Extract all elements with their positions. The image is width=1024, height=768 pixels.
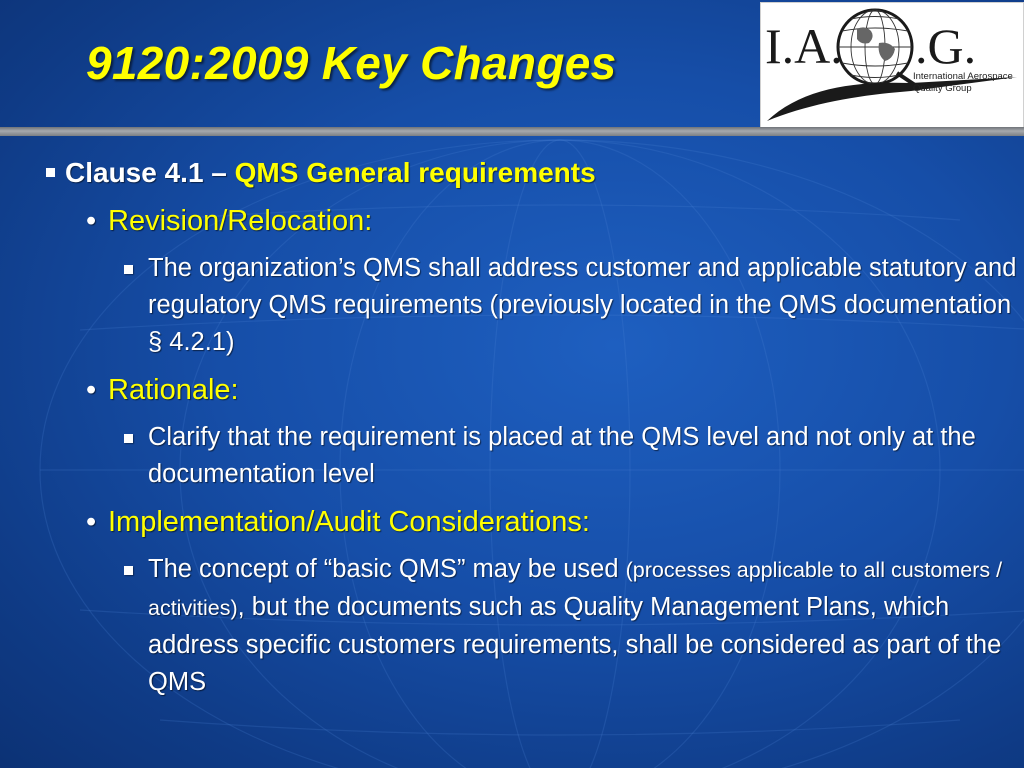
bullet-square-icon <box>124 434 133 443</box>
slide-title: 9120:2009 Key Changes <box>86 37 617 89</box>
item-text <box>148 551 1019 701</box>
item-text-b: , but the documents such as Quality Management Plans, which address specific customers requirements, shall be considered as part of the QMS <box>148 593 1002 696</box>
item-text-parenthetical: (processes applicable to all customers / activities) <box>148 558 1003 620</box>
item-text: The organization’s QMS shall address customer and applicable statutory and regulatory QMS requirements (previously located in the QMS documentation § 4.2.1) <box>148 254 1017 356</box>
section-implementation <box>86 504 590 540</box>
bullet-dot-icon: • <box>86 506 97 538</box>
section-revision-item <box>124 250 1019 361</box>
bullet-square-icon <box>124 265 133 274</box>
clause-heading-prefix: Clause 4.1 – <box>65 157 235 188</box>
section-rationale <box>86 372 239 408</box>
section-implementation-item <box>124 551 1019 701</box>
bullet-square-icon <box>46 168 55 177</box>
section-label: Revision/Relocation: <box>108 205 373 237</box>
section-revision <box>86 203 372 239</box>
bullet-square-icon <box>124 566 133 575</box>
bullet-dot-icon: • <box>86 374 97 406</box>
item-text-a: The concept of “basic QMS” may be used <box>148 555 626 583</box>
item-text: Clarify that the requirement is placed at the QMS level and not only at the documentation level <box>148 423 976 488</box>
logo-text-g: .G. <box>915 18 977 74</box>
logo-subtitle-1: International Aerospace <box>913 71 1013 82</box>
logo-text-ia: I.A. <box>765 18 843 74</box>
section-label: Implementation/Audit Considerations: <box>108 506 590 538</box>
clause-heading <box>46 156 596 190</box>
section-rationale-item <box>124 419 1019 493</box>
clause-heading-accent: QMS General requirements <box>234 157 596 188</box>
bullet-dot-icon: • <box>86 205 97 237</box>
section-label: Rationale: <box>108 374 239 406</box>
logo-subtitle-2: Quality Group <box>913 83 972 94</box>
